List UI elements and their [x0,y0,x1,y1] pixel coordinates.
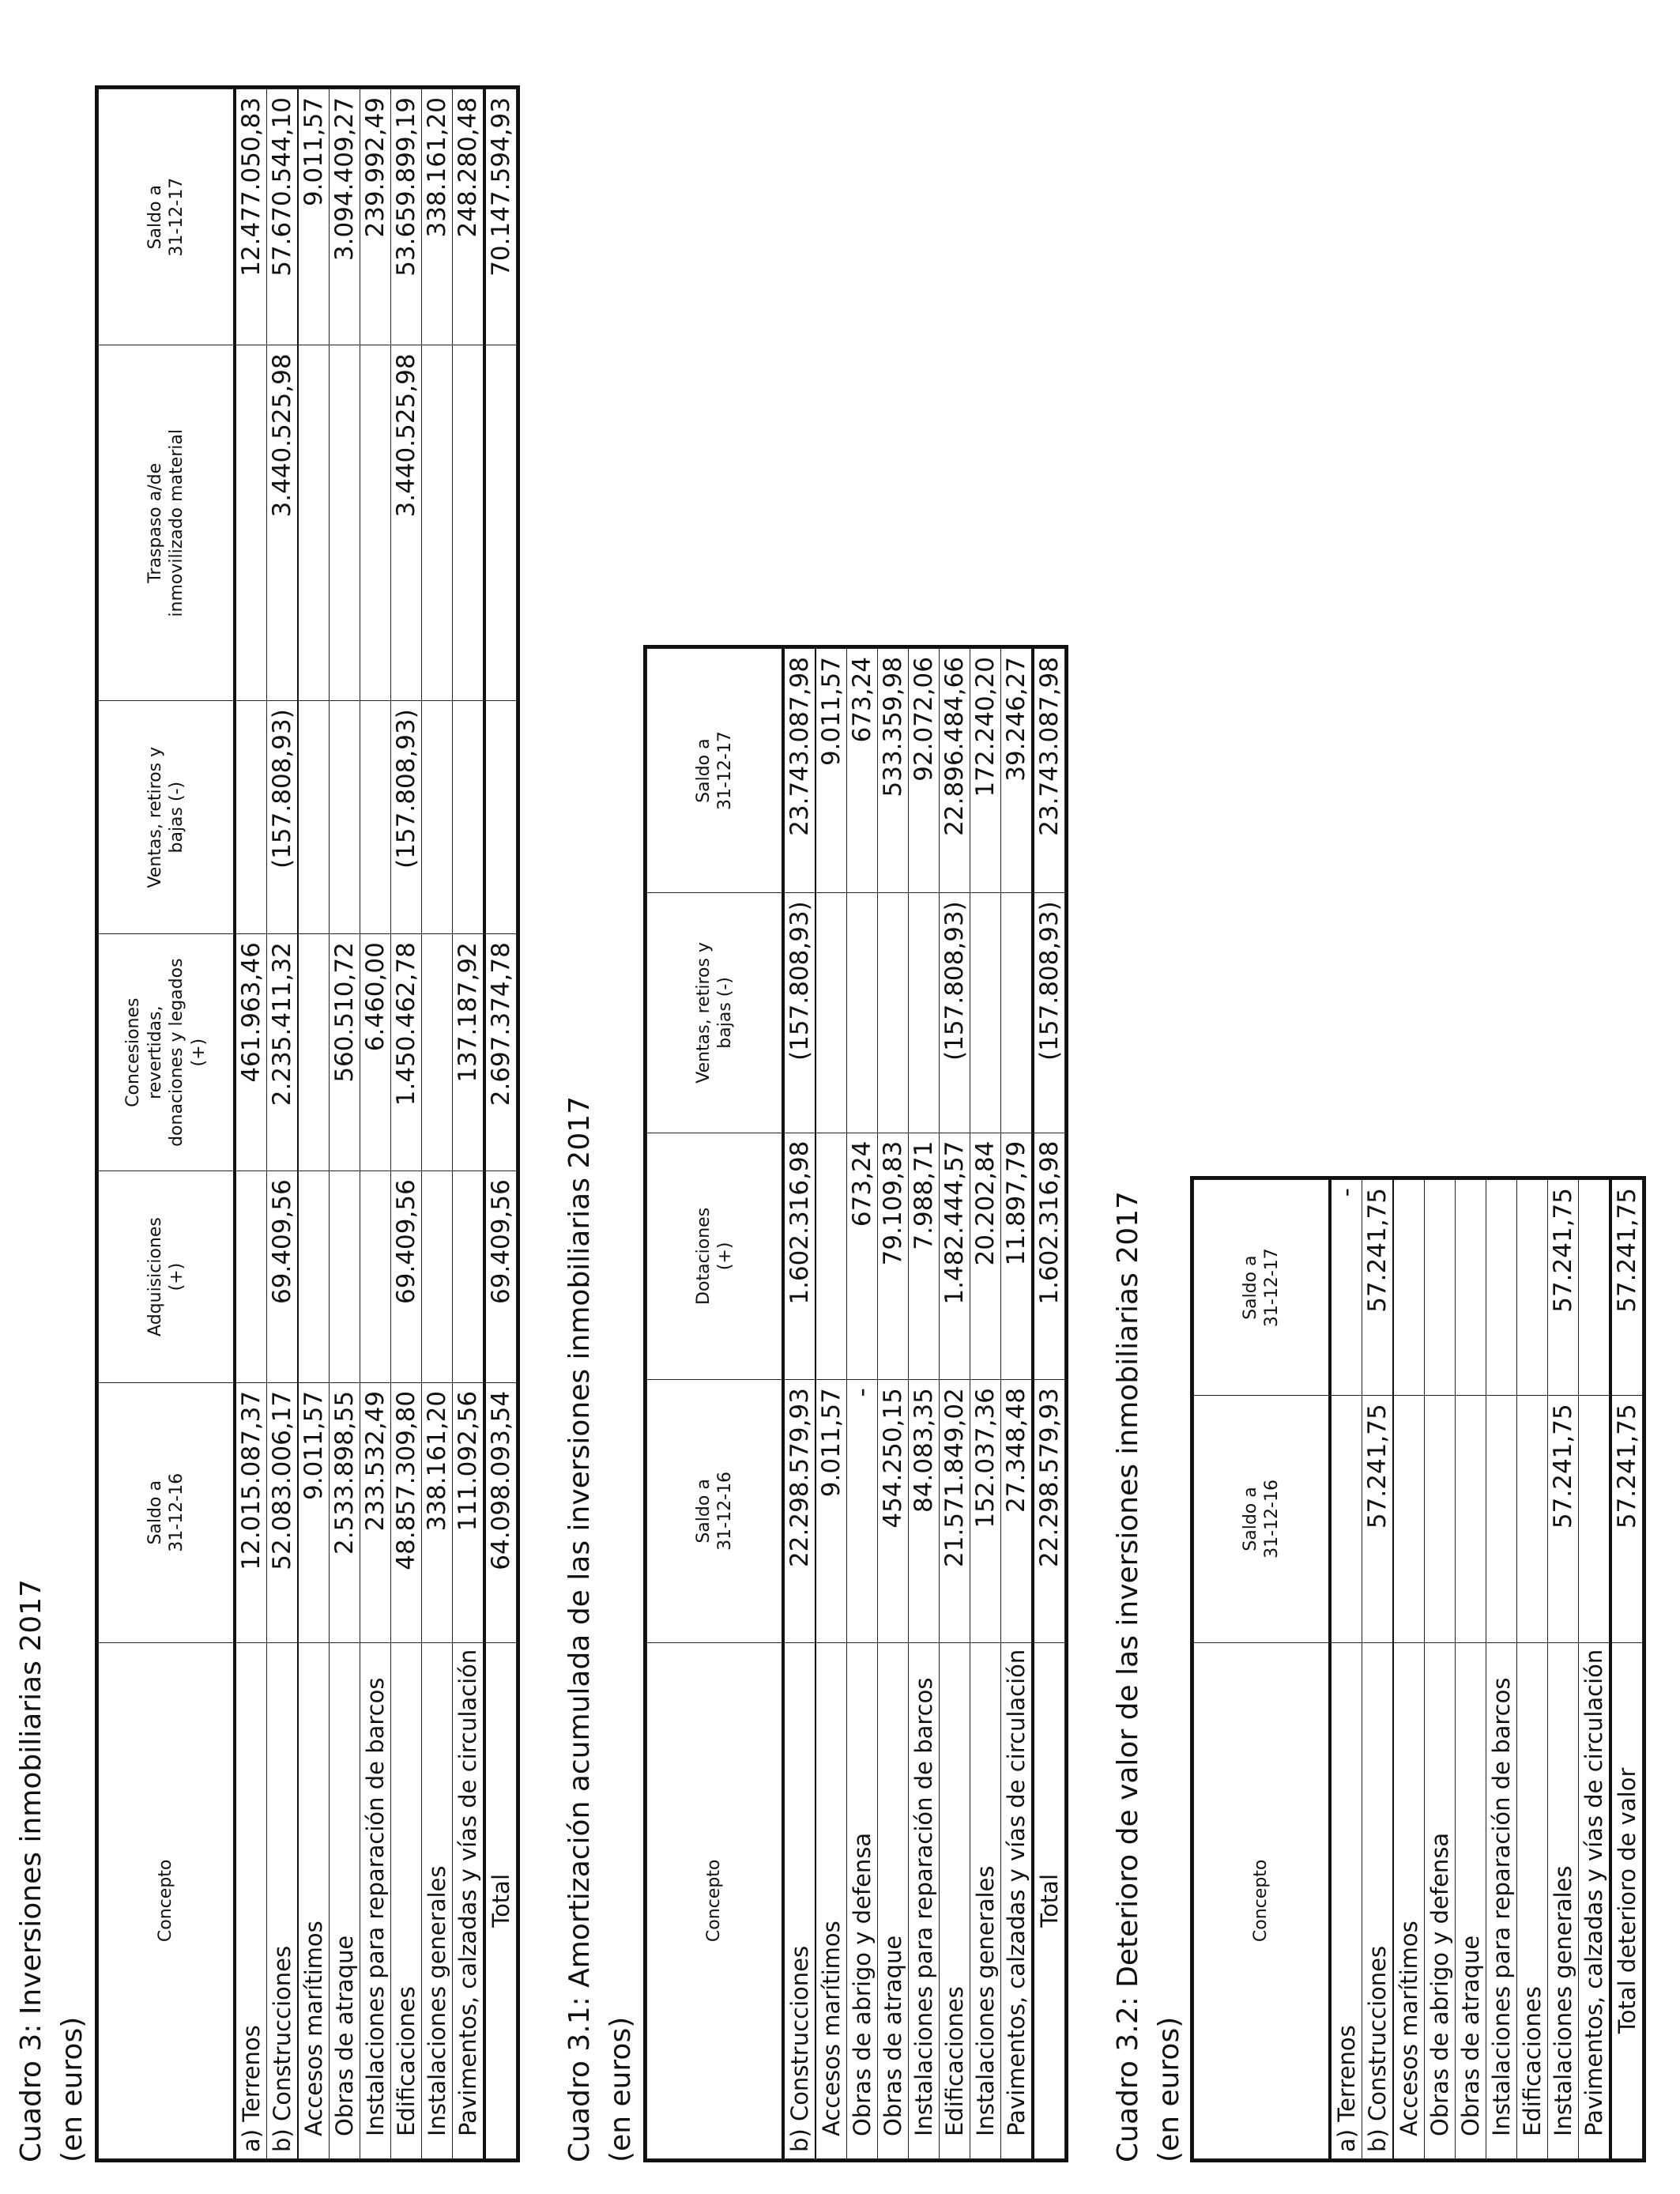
row-concepto: Obras de atraque [330,1642,360,2158]
cell-saldo-ini [1517,1396,1548,1642]
table-row [909,649,940,2159]
cell-saldo-ini: 57.241,75 [1362,1396,1394,1642]
col-header-saldo-ini: Saldo a 31-12-16 [1194,1396,1331,1642]
col-header-saldo-ini: Saldo a 31-12-16 [647,1380,784,1643]
row-concepto: Obras de abrigo y defensa [847,1642,878,2158]
cell-saldo-fin: 57.241,75 [1362,1180,1394,1396]
row-concepto: Accesos marítimos [816,1642,847,2158]
cell-saldo-fin [1456,1180,1486,1396]
cell-saldo-ini: 9.011,57 [816,1380,847,1643]
cell-conc: 461.963,46 [235,934,267,1171]
row-concepto: Accesos marítimos [1393,1642,1425,2158]
table-row [1548,1180,1579,2159]
cell-trasp [298,345,330,701]
table-row [878,649,909,2159]
row-concepto: b) Construcciones [267,1642,299,2158]
col-header-ventas: Ventas, retiros y bajas (-) [647,893,784,1133]
col-header-saldo-fin: Saldo a 31-12-17 [1194,1180,1331,1396]
cell-saldo-fin [1486,1180,1517,1396]
cell-saldo-ini: 21.571.849,02 [940,1380,970,1643]
table-row [1486,1180,1517,2159]
cell-dot: 673,24 [847,1133,878,1380]
cell-saldo-fin [1393,1180,1425,1396]
col-header-saldo-fin: Saldo a 31-12-17 [647,649,784,893]
cell-trasp [360,345,391,701]
col-header-saldo-fin: Saldo a 31-12-17 [99,89,235,345]
cell-dot: 11.897,79 [1001,1133,1034,1380]
cell-ventas: (157.808,93) [267,701,299,934]
cell-saldo-ini [1393,1396,1425,1642]
cell-adq [422,1171,453,1383]
row-concepto: Edificaciones [940,1642,970,2158]
col-header-concesiones: Concesiones revertidas, donaciones y legados (+) [99,934,235,1171]
cell-saldo-fin: 53.659.899,19 [391,89,422,345]
cell-saldo-ini: 111.092,56 [453,1382,485,1642]
cell-ventas [816,893,847,1133]
cell-dot: 7.988,71 [909,1133,940,1380]
table-row [1456,1180,1486,2159]
cuadro31-subtitle: (en euros) [605,2016,637,2162]
cell-dot: 1.602.316,98 [783,1133,816,1380]
table-row [391,89,422,2159]
table-row [1362,1180,1394,2159]
cell-saldo-ini [1425,1396,1456,1642]
cell-saldo-ini: 2.533.898,55 [330,1382,360,1642]
cuadro3-subtitle: (en euros) [56,2016,89,2162]
row-concepto: Instalaciones para reparación de barcos [909,1642,940,2158]
row-concepto: Obras de atraque [1456,1642,1486,2158]
cell-saldo-ini: 52.083.006,17 [267,1382,299,1642]
cell-saldo-ini: 48.857.309,80 [391,1382,422,1642]
cuadro32-title: Cuadro 3.2: Deterioro de valor de las inversiones inmobiliarias 2017 [1112,1191,1144,2162]
cell-conc: 1.450.462,78 [391,934,422,1171]
cuadro32-header-row [1194,1180,1331,2159]
cell-dot [816,1133,847,1380]
cell-saldo-ini: - [847,1380,878,1643]
cell-saldo-fin: 57.241,75 [1548,1180,1579,1396]
cell-trasp: 3.440.525,98 [267,345,299,701]
total-label: Total deterioro de valor [1610,1642,1643,2158]
total-saldo-ini: 22.298.579,93 [1033,1380,1065,1643]
cell-conc: 2.235.411,32 [267,934,299,1171]
cell-ventas [330,701,360,934]
cell-saldo-ini: 27.348,48 [1001,1380,1034,1643]
total-row [1033,649,1065,2159]
table-row [1330,1180,1362,2159]
col-header-concepto: Concepto [99,1642,235,2158]
table-row [360,89,391,2159]
cell-adq [298,1171,330,1383]
cell-ventas [909,893,940,1133]
cell-ventas [970,893,1001,1133]
table-row [298,89,330,2159]
cell-saldo-fin: 22.896.484,66 [940,649,970,893]
cell-saldo-fin: - [1330,1180,1362,1396]
total-conc: 2.697.374,78 [484,934,517,1171]
row-concepto: Edificaciones [391,1642,422,2158]
row-concepto: Instalaciones generales [970,1642,1001,2158]
cell-ventas [847,893,878,1133]
cell-conc: 560.510,72 [330,934,360,1171]
cuadro3-title: Cuadro 3: Inversiones inmobiliarias 2017 [15,1579,47,2162]
cell-saldo-ini: 9.011,57 [298,1382,330,1642]
total-label: Total [484,1642,517,2158]
cell-dot: 79.109,83 [878,1133,909,1380]
cell-saldo-fin: 9.011,57 [816,649,847,893]
cell-saldo-fin: 23.743.087,98 [783,649,816,893]
cell-saldo-ini [1486,1396,1517,1642]
table-row [940,649,970,2159]
total-row [1610,1180,1643,2159]
cell-saldo-fin: 92.072,06 [909,649,940,893]
cuadro31-table [646,648,1065,2159]
cell-adq [453,1171,485,1383]
table-row [970,649,1001,2159]
col-header-concepto: Concepto [1194,1642,1331,2158]
table-row [783,649,816,2159]
table-row [1425,1180,1456,2159]
cell-ventas [878,893,909,1133]
cell-ventas: (157.808,93) [783,893,816,1133]
total-ventas: (157.808,93) [1033,893,1065,1133]
cell-saldo-ini: 57.241,75 [1548,1396,1579,1642]
row-concepto: Pavimentos, calzadas y vías de circulación [453,1642,485,2158]
table-row [330,89,360,2159]
cell-ventas [422,701,453,934]
row-concepto: Instalaciones para reparación de barcos [360,1642,391,2158]
cuadro31-title: Cuadro 3.1: Amortización acumulada de las inversiones inmobiliarias 2017 [563,1095,596,2162]
total-row [484,89,517,2159]
col-header-saldo-ini: Saldo a 31-12-16 [99,1382,235,1642]
cuadro3-header-row [99,89,235,2159]
cuadro32-subtitle: (en euros) [1153,2016,1185,2162]
table-row [1579,1180,1611,2159]
row-concepto: Instalaciones generales [422,1642,453,2158]
cuadro31-header-row [647,649,784,2159]
table-row [1001,649,1034,2159]
table-row [816,649,847,2159]
table-row [422,89,453,2159]
cell-trasp [453,345,485,701]
cell-saldo-fin [1425,1180,1456,1396]
table-row [235,89,267,2159]
cell-trasp [422,345,453,701]
cell-saldo-fin: 248.280,48 [453,89,485,345]
cell-saldo-fin: 39.246,27 [1001,649,1034,893]
cell-saldo-fin: 12.477.050,83 [235,89,267,345]
total-trasp [484,345,517,701]
cell-trasp [330,345,360,701]
total-saldo-fin: 23.743.087,98 [1033,649,1065,893]
cell-ventas [360,701,391,934]
cell-adq: 69.409,56 [267,1171,299,1383]
table-row [453,89,485,2159]
row-concepto: Instalaciones generales [1548,1642,1579,2158]
cell-conc: 6.460,00 [360,934,391,1171]
row-concepto: Edificaciones [1517,1642,1548,2158]
total-label: Total [1033,1642,1065,2158]
cell-saldo-ini [1330,1396,1362,1642]
cell-saldo-ini: 12.015.087,37 [235,1382,267,1642]
cell-dot: 20.202,84 [970,1133,1001,1380]
cell-saldo-ini: 84.083,35 [909,1380,940,1643]
total-saldo-ini: 57.241,75 [1610,1396,1643,1642]
table-row [267,89,299,2159]
cell-saldo-ini: 152.037,36 [970,1380,1001,1643]
cell-saldo-ini: 22.298.579,93 [783,1380,816,1643]
total-saldo-fin: 57.241,75 [1610,1180,1643,1396]
cell-ventas [453,701,485,934]
cell-conc: 137.187,92 [453,934,485,1171]
total-dot: 1.602.316,98 [1033,1133,1065,1380]
col-header-adquisiciones: Adquisiciones (+) [99,1171,235,1383]
col-header-dotaciones: Dotaciones (+) [647,1133,784,1380]
cell-trasp [235,345,267,701]
cell-ventas [298,701,330,934]
cell-saldo-fin: 172.240,20 [970,649,1001,893]
total-saldo-ini: 64.098.093,54 [484,1382,517,1642]
cell-saldo-ini: 233.532,49 [360,1382,391,1642]
row-concepto: Pavimentos, calzadas y vías de circulación [1001,1642,1034,2158]
cell-ventas: (157.808,93) [391,701,422,934]
table-row [847,649,878,2159]
table-row [1393,1180,1425,2159]
cell-adq [330,1171,360,1383]
cell-saldo-fin: 9.011,57 [298,89,330,345]
cell-saldo-fin [1517,1180,1548,1396]
cuadro32-table [1193,1179,1643,2159]
cell-saldo-fin: 338.161,20 [422,89,453,345]
cell-conc [422,934,453,1171]
cell-ventas: (157.808,93) [940,893,970,1133]
col-header-concepto: Concepto [647,1642,784,2158]
cell-saldo-ini [1579,1396,1611,1642]
cuadro3-table [98,89,517,2159]
col-header-ventas: Ventas, retiros y bajas (-) [99,701,235,934]
cell-saldo-ini [1456,1396,1486,1642]
total-saldo-fin: 70.147.594,93 [484,89,517,345]
cell-adq: 69.409,56 [391,1171,422,1383]
cell-dot: 1.482.444,57 [940,1133,970,1380]
row-concepto: Pavimentos, calzadas y vías de circulación [1579,1642,1611,2158]
row-concepto: a) Terrenos [1330,1642,1362,2158]
total-ventas [484,701,517,934]
row-concepto: a) Terrenos [235,1642,267,2158]
cell-saldo-fin: 533.359,98 [878,649,909,893]
row-concepto: Accesos marítimos [298,1642,330,2158]
cell-saldo-fin [1579,1180,1611,1396]
cell-saldo-fin: 3.094.409,27 [330,89,360,345]
table-row [1517,1180,1548,2159]
cell-adq [235,1171,267,1383]
cell-ventas [235,701,267,934]
cell-saldo-fin: 239.992,49 [360,89,391,345]
row-concepto: Instalaciones para reparación de barcos [1486,1642,1517,2158]
cell-saldo-ini: 454.250,15 [878,1380,909,1643]
total-adq: 69.409,56 [484,1171,517,1383]
row-concepto: b) Construcciones [783,1642,816,2158]
cell-ventas [1001,893,1034,1133]
row-concepto: Obras de abrigo y defensa [1425,1642,1456,2158]
cell-trasp: 3.440.525,98 [391,345,422,701]
cell-saldo-fin: 57.670.544,10 [267,89,299,345]
cell-adq [360,1171,391,1383]
cell-saldo-fin: 673,24 [847,649,878,893]
row-concepto: Obras de atraque [878,1642,909,2158]
cell-conc [298,934,330,1171]
col-header-traspaso: Traspaso a/de inmovilizado material [99,345,235,701]
cell-saldo-ini: 338.161,20 [422,1382,453,1642]
row-concepto: b) Construcciones [1362,1642,1394,2158]
